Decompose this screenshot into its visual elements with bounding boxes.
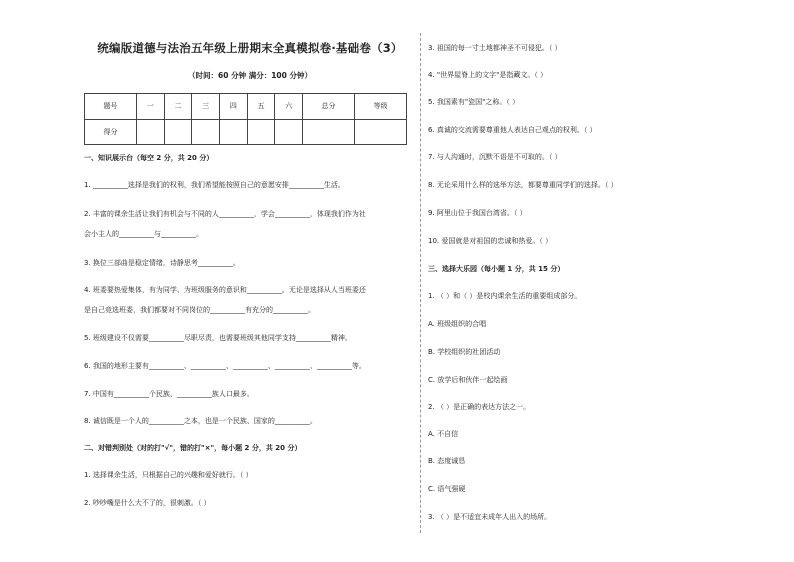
- question-line: 6. 真诚的交流需要尊重他人表达自己观点的权利。（ ）: [428, 126, 597, 134]
- score-header-cell: 一: [136, 94, 164, 120]
- score-cell: [303, 119, 355, 145]
- question-line: 8. 无论采用什么样的选举方法，都要尊重同学们的选择。（ ）: [428, 181, 618, 189]
- score-header-cell: 题号: [85, 94, 137, 120]
- section-heading: 一、知识展示台（每空 2 分，共 20 分）: [84, 154, 214, 162]
- score-table-score-row: [85, 119, 407, 145]
- section-heading: 二、对错判别处（对的打"√"，错的打"×"，每小题 2 分，共 20 分）: [84, 444, 302, 452]
- section-heading: 三、选择大乐园（每小题 1 分，共 15 分）: [428, 265, 565, 273]
- question-line: C. 语气强硬: [428, 485, 466, 493]
- score-table-header-row: [85, 94, 407, 120]
- question-line: 9. 阿里山位于我国台湾省。（ ）: [428, 209, 527, 217]
- score-header-cell: 三: [192, 94, 220, 120]
- score-cell: [164, 119, 192, 145]
- score-cell: [219, 119, 247, 145]
- score-header-cell: 四: [219, 94, 247, 120]
- question-line: 10. 爱国就是对祖国的忠诚和热爱。（ ）: [428, 237, 553, 245]
- score-header-cell: 六: [275, 94, 303, 120]
- question-line: C. 放学后和伙伴一起绘画: [428, 376, 508, 384]
- question-line: 6. 我国的地形主要有__________、__________、__________、__________、__________等。: [84, 362, 366, 370]
- page-title: 统编版道德与法治五年级上册期末全真模拟卷·基础卷（3）: [97, 41, 403, 55]
- score-row-label: 得分: [85, 119, 137, 145]
- score-table: [84, 93, 407, 145]
- column-divider: [420, 33, 421, 533]
- question-line: 是自己竞选班委，我们都要对不同岗位的__________有充分的__________。: [84, 306, 315, 314]
- score-cell: [247, 119, 275, 145]
- question-line: 4. 班委要热爱集体，有为同学、为班级服务的意识和__________。无论是选择从人当班委还: [84, 286, 366, 294]
- question-line: 2. 吵吵嘴是什么大不了的，很刺激。（ ）: [84, 499, 211, 507]
- score-cell: [354, 119, 406, 145]
- question-line: 会小主人的__________与__________。: [84, 230, 203, 238]
- question-line: A. 班级组织的合唱: [428, 320, 487, 328]
- question-line: 7. 中国有__________个民族，__________族人口最多。: [84, 390, 254, 398]
- score-header-cell: 总分: [303, 94, 355, 120]
- question-line: 1. （ ）和（ ）是校内课余生活的重要组成部分。: [428, 292, 582, 300]
- question-line: B. 态度诚恳: [428, 457, 466, 465]
- question-line: A. 不自信: [428, 430, 459, 438]
- score-cell: [192, 119, 220, 145]
- question-line: 5. 班级建设不仅需要__________尽职尽责，也需要班级其他同学支持__________精神。: [84, 334, 352, 342]
- question-line: 8. 诚信既是一个人的__________之本，也是一个民族、国家的__________。: [84, 417, 317, 425]
- question-line: B. 学校组织的社团活动: [428, 348, 501, 356]
- question-line: 1. 选择课余生活，只根据自己的兴趣和爱好就行。（ ）: [84, 471, 253, 479]
- question-line: 2. 丰富的课余生活让我们有机会与不同的人__________，学会__________，体现我们作为社: [84, 210, 366, 218]
- question-line: 3. （ ）是不适宜未成年人出入的场所。: [428, 513, 552, 521]
- score-cell: [136, 119, 164, 145]
- score-cell: [275, 119, 303, 145]
- question-line: 3. 祖国的每一寸土地都神圣不可侵犯。（ ）: [428, 44, 562, 52]
- question-line: 1. __________选择是我们的权利，我们希望能按照自己的意愿安排__________生活。: [84, 181, 345, 189]
- score-header-cell: 五: [247, 94, 275, 120]
- score-header-cell: 等级: [354, 94, 406, 120]
- question-line: 3. 换位三部曲是稳定情绪，诗静思考__________。: [84, 259, 240, 267]
- question-line: 5. 我国素有"瓷国"之称。（ ）: [428, 98, 520, 106]
- question-line: 7. 与人沟通时，沉默不语是不可取的。（ ）: [428, 153, 562, 161]
- exam-subtitle: （时间：60 分钟 满分：100 分钟）: [188, 71, 312, 80]
- question-line: 4. "世界屋脊上的文字"是指藏文。（ ）: [428, 71, 548, 79]
- score-header-cell: 二: [164, 94, 192, 120]
- question-line: 2. （ ）是正确的表达方法之一。: [428, 403, 531, 411]
